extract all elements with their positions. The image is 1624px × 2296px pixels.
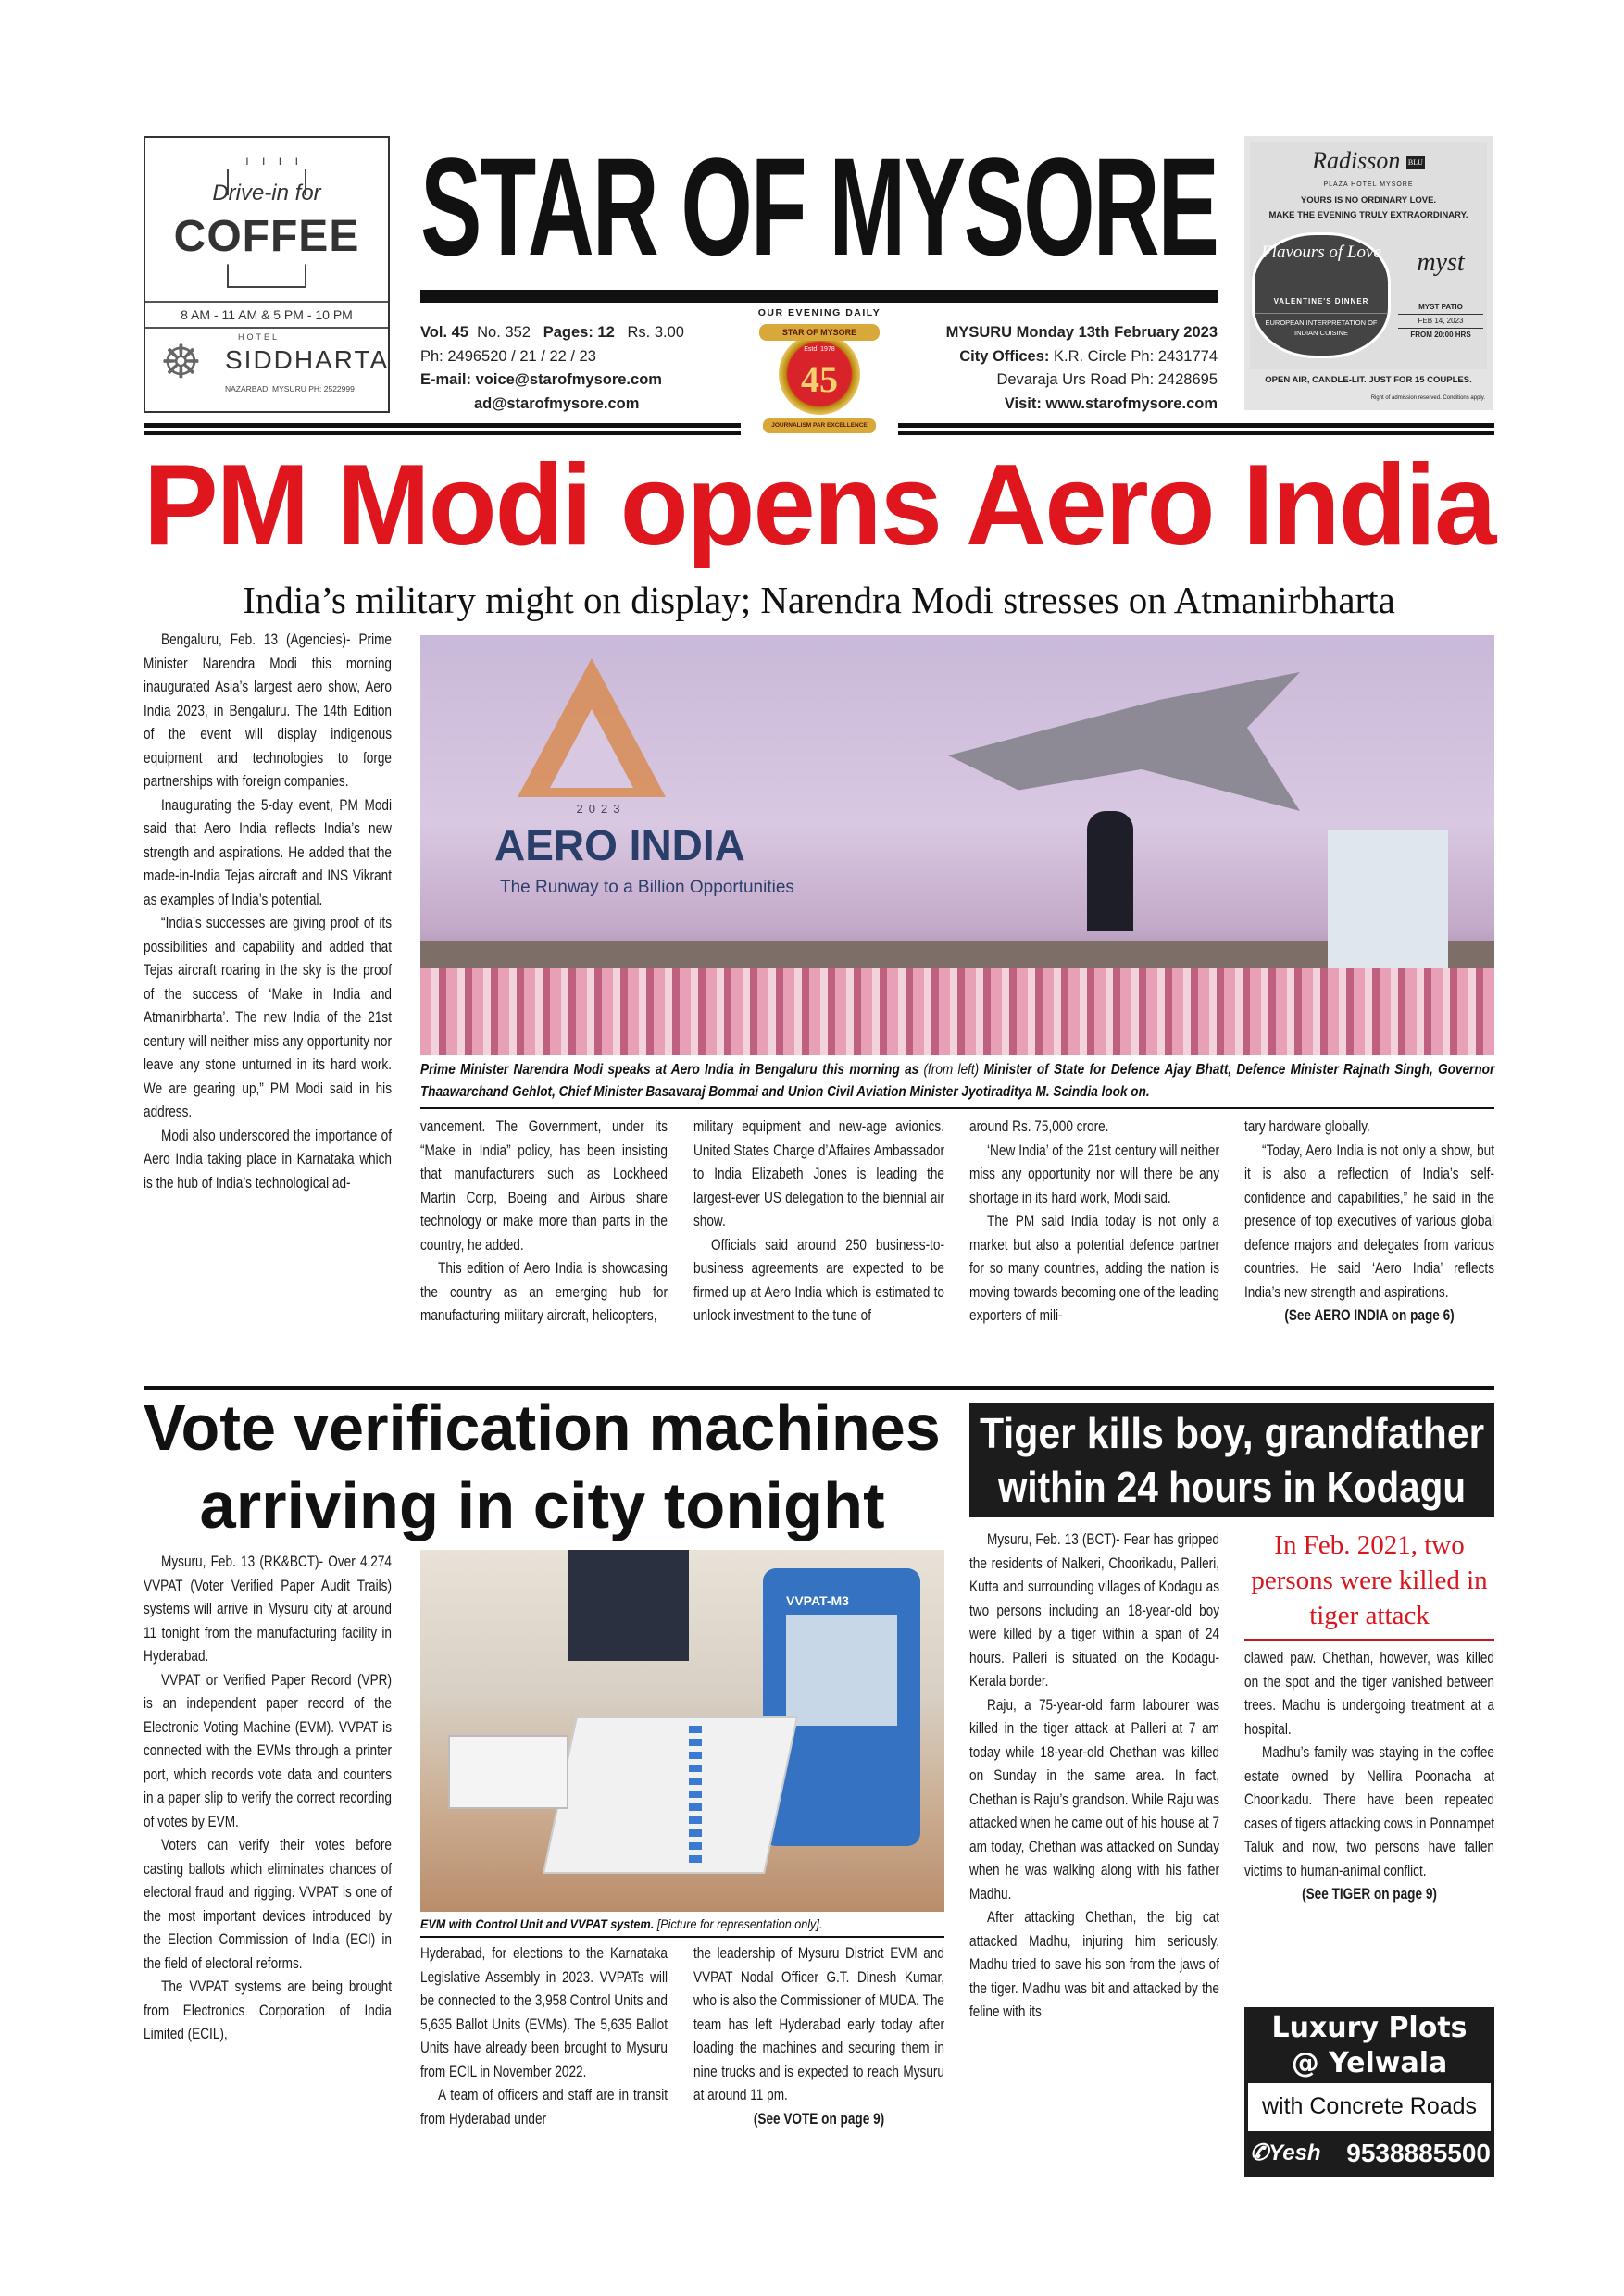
paragraph: VVPAT or Verified Paper Record (VPR) is an independent paper record of the Electronic Voting Machine (EVM). VVPAT is connected with the EVMs through a printer port, which records vote data and counters in a paper slip to verify the correct recording of votes by EVM. (144, 1670, 392, 1830)
dateline-info: MYSURU Monday 13th February 2023 City Offices: K.R. Circle Ph: 2431774 Devaraja Urs Road Ph: 2428695 Visit: www.starofmysore.com (946, 321, 1218, 416)
aero-india-photo (420, 635, 1494, 1055)
masthead-rule (420, 290, 1218, 303)
buddha-icon: ☸ (160, 336, 202, 388)
edition-info: Vol. 45 No. 352 Pages: 12 Rs. 3.00 Ph: 2496520 / 21 / 22 / 23 E-mail: voice@starofmysore.com ad@starofmysore.com (420, 321, 684, 416)
paragraph: military equipment and new-age avionics. United States Charge d’Affaires Ambassador to India Elizabeth Jones is leading the largest-ever US delegation to the biennial air show. (693, 1117, 944, 1229)
paragraph: Modi also underscored the importance of Aero India taking place in Karnataka which is the hub of India’s technological ad- (144, 1126, 392, 1192)
tiger-column (1244, 1646, 1494, 1906)
hotel-address: NAZARBAD, MYSURU PH: 2522999 (225, 384, 355, 393)
vote-column (144, 1550, 392, 2046)
paragraph: Voters can verify their votes before casting ballots which eliminates chances of electoral fraud and rigging. VVPAT is one of the most important devices introduced by the Election Commission of India (ECI) in the field of electoral reforms. (144, 1836, 392, 1972)
event-badge (1252, 232, 1391, 358)
ad-phone: 9538885500 (1346, 2139, 1491, 2167)
ad-title: COFFEE (173, 212, 360, 261)
double-rule (898, 431, 1494, 435)
paragraph: Officials said around 250 business-to-business agreements are expected to be firmed up at Aero India which is estimated to unlock investment to the tune of (693, 1235, 944, 1324)
continued-link[interactable]: (See VOTE on page 9) (753, 2109, 885, 2128)
ad-line2: MAKE THE EVENING TRULY EXTRAORDINARY. (1268, 210, 1468, 220)
continued-link[interactable]: (See AERO INDIA on page 6) (1284, 1306, 1455, 1324)
event-cuisine: EUROPEAN INTERPRETATION OF INDIAN CUISINE (1255, 313, 1388, 338)
paragraph: “Today, Aero India is not only a show, but it is also a reflection of India’s self-confidence and capabilities,” he said in the presence of top executives of various global defence majors and delegates from various countries. He said ‘Aero India’ reflects India’s new strength and aspirations. (1244, 1141, 1494, 1301)
steam-icon: ı ı ı ı (245, 153, 304, 168)
evm-photo (420, 1550, 944, 1912)
radisson-logo: Radisson BLU (1312, 147, 1423, 174)
dateline: MYSURU Monday 13th February 2023 (945, 324, 1218, 341)
paragraph: After attacking Chethan, the big cat attacked Madhu, injuring him seriously. Madhu tried to save his son from the jaws of the tiger. Madhu was bit and attacked by the feline with its (969, 1908, 1219, 2020)
lead-column (144, 628, 392, 1194)
paragraph: clawed paw. Chethan, however, was killed on the spot and the tiger vanished between trees. Madhu is undergoing treatment at a hospital. (1244, 1649, 1494, 1738)
website-link[interactable]: www.starofmysore.com (1045, 394, 1218, 412)
lead-column (969, 1115, 1219, 1328)
paragraph: This edition of Aero India is showcasing the country as an emerging hub for manufacturing military aircraft, helicopters, (420, 1259, 668, 1324)
paragraph: “India’s successes are giving proof of its possibilities and capability and added that Tejas aircraft roaring in the sky is the proof of the success of ‘Make in India and Atmanirbharta’. The new India of the 21st century will neither miss any opportunity nor leave any stone unturned in its hard work. We are gearing up,” PM Modi said in his address. (144, 914, 392, 1120)
logo-title: AERO INDIA (494, 821, 745, 869)
hotel-label: HOTEL (238, 332, 281, 342)
radisson-ad (1244, 136, 1493, 410)
ad-line1: Luxury Plots (1271, 2012, 1468, 2044)
tiger-headline: Tiger kills boy, grandfather within 24 hours in Kodagu (969, 1403, 1494, 1517)
myst-logo: myst (1417, 248, 1465, 277)
lead-column (1244, 1115, 1494, 1328)
tiger-pull-quote: In Feb. 2021, two persons were killed in tiger attack (1244, 1528, 1494, 1641)
flower-decoration (420, 968, 1494, 1055)
logo-tagline: The Runway to a Billion Opportunities (500, 878, 794, 897)
paragraph: The PM said India today is not only a market but also a potential defence partner for so many countries, adding the nation is moving towards becoming one of the leading exporters of mili- (969, 1212, 1219, 1324)
ad-line1: YOURS IS NO ORDINARY LOVE. (1300, 195, 1437, 206)
tiger-column (969, 1528, 1219, 2024)
ad-hours: 8 AM - 11 AM & 5 PM - 10 PM (145, 301, 388, 329)
anniversary-emblem: OUR EVENING DAILY STAR OF MYSORE Estd. 1978 45 JOURNALISM PAR EXCELLENCE (741, 307, 898, 437)
control-unit (448, 1735, 568, 1809)
luxury-plots-ad (1244, 2007, 1494, 2177)
logo-year: 2023 (576, 802, 626, 816)
paragraph: A team of officers and staff are in transit from Hyderabad under (420, 2086, 668, 2128)
tagline: OUR EVENING DAILY (757, 307, 881, 318)
paragraph: The VVPAT systems are being brought from Electronics Corporation of India Limited (ECIL), (144, 1978, 392, 2042)
paragraph: around Rs. 75,000 crore. (969, 1117, 1109, 1135)
paragraph: the leadership of Mysuru District EVM and VVPAT Nodal Officer G.T. Dinesh Kumar, who is also the Commissioner of MUDA. The team has left Hyderabad early today after loading the machines and securing them in nine trucks and is expected to reach Mysuru at around 11 pm. (693, 1944, 944, 2103)
paragraph: Madhu’s family was staying in the coffee estate owned by Nellira Poonacha at Choorikadu. There have been repeated cases of tigers attacking cows in Ponnampet Taluk and now, two persons have fallen victims to human-animal conflict. (1244, 1743, 1494, 1879)
event-title: Flavours of Love (1261, 243, 1381, 262)
ad-tagline: Drive-in for (212, 181, 321, 206)
continued-link[interactable]: (See TIGER on page 9) (1302, 1885, 1437, 1903)
evm-photo-caption-box (420, 1914, 944, 1938)
vote-column (420, 1941, 668, 2130)
lead-column (420, 1115, 668, 1328)
coffee-hotel-ad (144, 136, 390, 413)
email-link[interactable]: voice@starofmysore.com (475, 371, 662, 388)
masthead-title: STAR OF MYSORE (420, 129, 1218, 284)
ad-email-link[interactable]: ad@starofmysore.com (474, 394, 640, 412)
ad-footer: OPEN AIR, CANDLE-LIT. JUST FOR 15 COUPLES. (1265, 375, 1472, 385)
event-details: MYST PATIO FEB 14, 2023 FROM 20:00 HRS (1398, 301, 1483, 342)
ad-disclaimer: Right of admission reserved. Conditions apply. (1370, 395, 1485, 401)
phone-icon: ✆ (1250, 2140, 1269, 2165)
lead-subhead: India’s military might on display; Narendra Modi stresses on Atmanirbharta (243, 579, 1395, 621)
evm-photo-caption: EVM with Control Unit and VVPAT system. [Picture for representation only]. (420, 1916, 823, 1931)
paragraph: Mysuru, Feb. 13 (BCT)- Fear has gripped the residents of Nalkeri, Choorikadu, Palleri, Kutta and surrounding villages of Kodagu as two persons including an 18-year-old boy were killed by a tiger within a span of 24 hours. Palleri is situated on the Kodagu-Kerala border. (969, 1530, 1219, 1690)
lead-column (693, 1115, 944, 1328)
paragraph: tary hardware globally. (1244, 1117, 1370, 1135)
paragraph: ‘New India’ of the 21st century will neither miss any opportunity nor will there be any shortage in its hard work, Modi said. (969, 1141, 1219, 1206)
paragraph: vancement. The Government, under its “Make in India” policy, has been insisting that manufacturers such as Lockheed Martin Corp, Boeing and Airbus share technology or make more than parts in the country, he added. (420, 1117, 668, 1254)
double-rule (144, 423, 741, 428)
paragraph: Mysuru, Feb. 13 (RK&BCT)- Over 4,274 VVPAT (Voter Verified Paper Audit Trails) systems will arrive in Mysuru city at around 11 tonight from the manufacturing facility in Hyderabad. (144, 1553, 392, 1665)
paragraph: Inaugurating the 5-day event, PM Modi said that Aero India reflects India’s new strength and aspirations. He added that the made-in-India Tejas aircraft and INS Vikrant as examples of India’s potential. (144, 795, 392, 908)
hotel-name: SIDDHARTA (225, 345, 390, 374)
fighter-jet (948, 672, 1300, 811)
ad-line2: @ Yelwala (1291, 2047, 1448, 2079)
ad-line3: with Concrete Roads (1248, 2083, 1491, 2131)
paragraph: Hyderabad, for elections to the Karnataka Legislative Assembly in 2023. VVPATs will be connected to the 3,958 Control Units and 5,635 Ballot Units (EVMs). The 5,635 Ballot Units have already been brought to Mysuru from ECIL in November 2022. (420, 1944, 668, 2080)
paragraph: Raju, a 75-year-old farm labourer was killed in the tiger attack at Palleri at 7 am today while 18-year-old Chethan was killed on Sunday in the same area. In fact, Chethan is Raju’s grandson. While Raju was attacked when he came out of his house at 7 am today, Chethan was attacked on Sunday when he was walking along with his father Madhu. (969, 1695, 1219, 1903)
double-rule (898, 423, 1494, 428)
paragraph: Bengaluru, Feb. 13 (Agencies)- Prime Minister Narendra Modi this morning inaugurated Asia’s largest aero show, Aero India 2023, in Bengaluru. The 14th Edition of the event will display indigenous equipment and technologies to forge partnerships with foreign companies. (144, 630, 392, 790)
lead-headline: PM Modi opens Aero India (144, 442, 1495, 569)
vote-column (693, 1941, 944, 2130)
ballot-unit (543, 1716, 798, 1874)
ad-location: PLAZA HOTEL MYSORE (1323, 181, 1414, 188)
lead-photo-caption: Prime Minister Narendra Modi speaks at Aero India in Bengaluru this morning as (from left) Minister of State for Defence Ajay Bhatt, Defence Minister Rajnath Singh, Governor Thaawarchand Gehlot, Chief Minister Basavaraj Bommai and Union Civil Aviation Minister Jyotiraditya M. Scindia look on. (420, 1062, 1495, 1100)
vvpat-label: VVPAT-M3 (786, 1593, 849, 1608)
ad-brand: ✆Yesh (1250, 2140, 1321, 2165)
event-subtitle: VALENTINE'S DINNER (1255, 293, 1388, 306)
lead-photo-caption-box (420, 1059, 1494, 1109)
double-rule (144, 431, 741, 435)
vote-headline: Vote verification machines arriving in city tonight (144, 1391, 941, 1541)
